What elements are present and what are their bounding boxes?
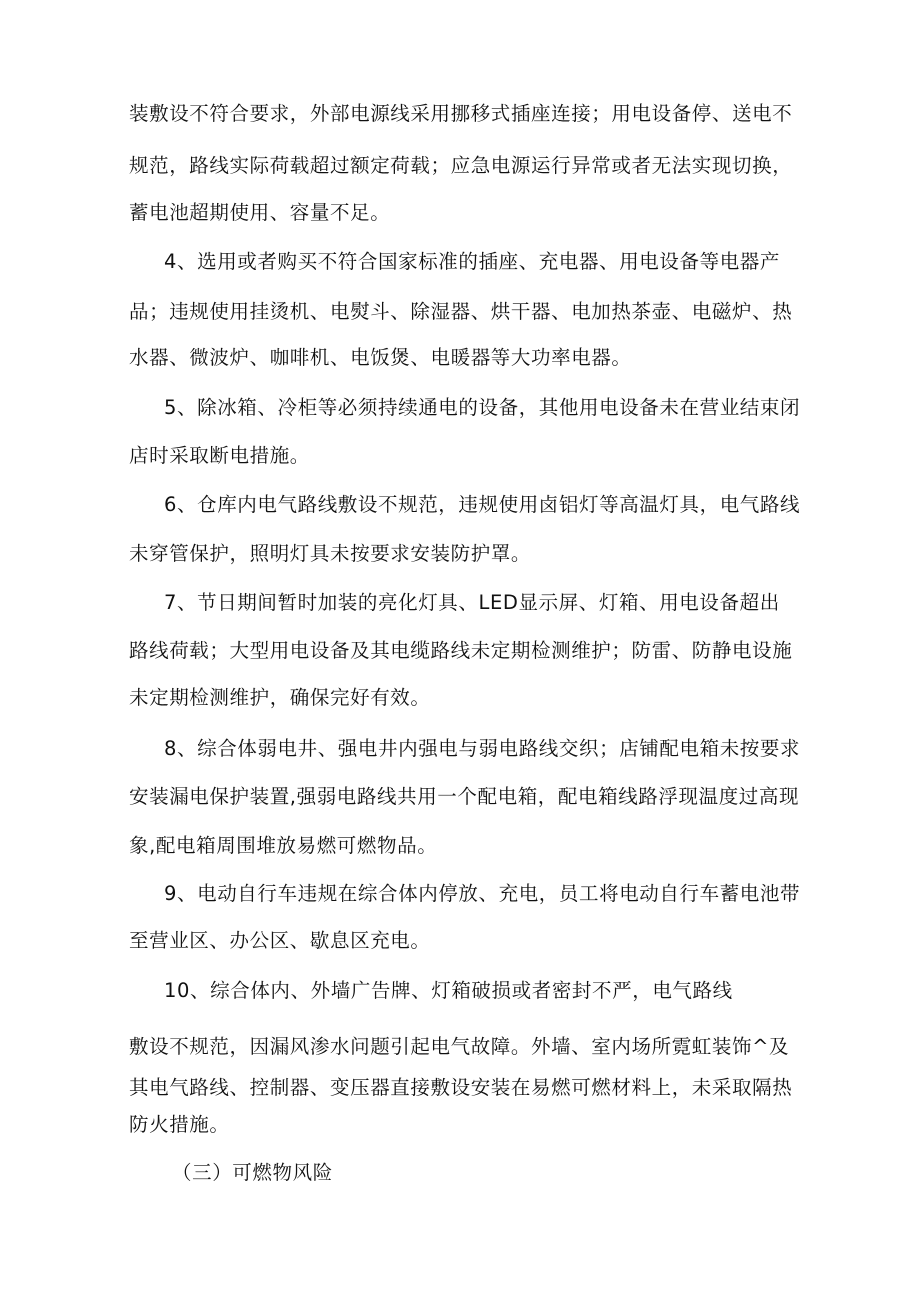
section-heading: （三）可燃物风险 xyxy=(172,1161,333,1184)
text-line-2: 规范，路线实际荷载超过额定荷载；应急电源运行异常或者无法实现切换， xyxy=(129,154,793,177)
item-7-line-1: 7、节日期间暂时加装的亮化灯具、LED显示屏、灯箱、用电设备超出 xyxy=(164,591,780,614)
item-10-line-3: 其电气路线、控制器、变压器直接敷设安装在易燃可燃材料上，未采取隔热 xyxy=(129,1076,793,1099)
item-6-line-2: 未穿管保护，照明灯具未按要求安装防护罩。 xyxy=(129,542,532,565)
item-10-line-4: 防火措施。 xyxy=(129,1113,230,1136)
item-8-line-2: 安装漏电保护装置,强弱电路线共用一个配电箱，配电箱线路浮现温度过高现 xyxy=(129,785,800,808)
item-4-line-3: 水器、微波炉、咖啡机、电饭煲、电暖器等大功率电器。 xyxy=(129,346,632,369)
item-4-line-1: 4、选用或者购买不符合国家标准的插座、充电器、用电设备等电器产 xyxy=(164,250,781,273)
item-7-line-2: 路线荷载；大型用电设备及其电缆路线未定期检测维护；防雷、防静电设施 xyxy=(129,639,793,662)
item-7-line-3: 未定期检测维护，确保完好有效。 xyxy=(129,686,431,709)
item-9-line-1: 9、电动自行车违规在综合体内停放、充电，员工将电动自行车蓄电池带 xyxy=(164,882,801,905)
item-9-line-2: 至营业区、办公区、歇息区充电。 xyxy=(129,929,431,952)
item-4-line-2: 品；违规使用挂烫机、电熨斗、除湿器、烘干器、电加热茶壶、电磁炉、热 xyxy=(129,300,793,323)
item-5-line-2: 店时采取断电措施。 xyxy=(129,444,310,467)
item-8-line-1: 8、综合体弱电井、强电井内强电与弱电路线交织；店铺配电箱未按要求 xyxy=(164,737,801,760)
text-line-3: 蓄电池超期使用、容量不足。 xyxy=(129,201,391,224)
item-6-line-1: 6、仓库内电气路线敷设不规范，违规使用卤铝灯等高温灯具，电气路线 xyxy=(164,493,801,516)
item-8-line-3: 象,配电箱周围堆放易燃可燃物品。 xyxy=(129,834,438,857)
item-10-line-2: 敷设不规范，因漏风渗水问题引起电气故障。外墙、室内场所霓虹装饰^及 xyxy=(129,1035,790,1058)
item-10-line-1: 10、综合体内、外墙广告牌、灯箱破损或者密封不严，电气路线 xyxy=(164,979,733,1002)
text-line-1: 装敷设不符合要求，外部电源线采用挪移式插座连接；用电设备停、送电不 xyxy=(129,102,793,125)
item-5-line-1: 5、除冰箱、冷柜等必须持续通电的设备，其他用电设备未在营业结束闭 xyxy=(164,396,801,419)
